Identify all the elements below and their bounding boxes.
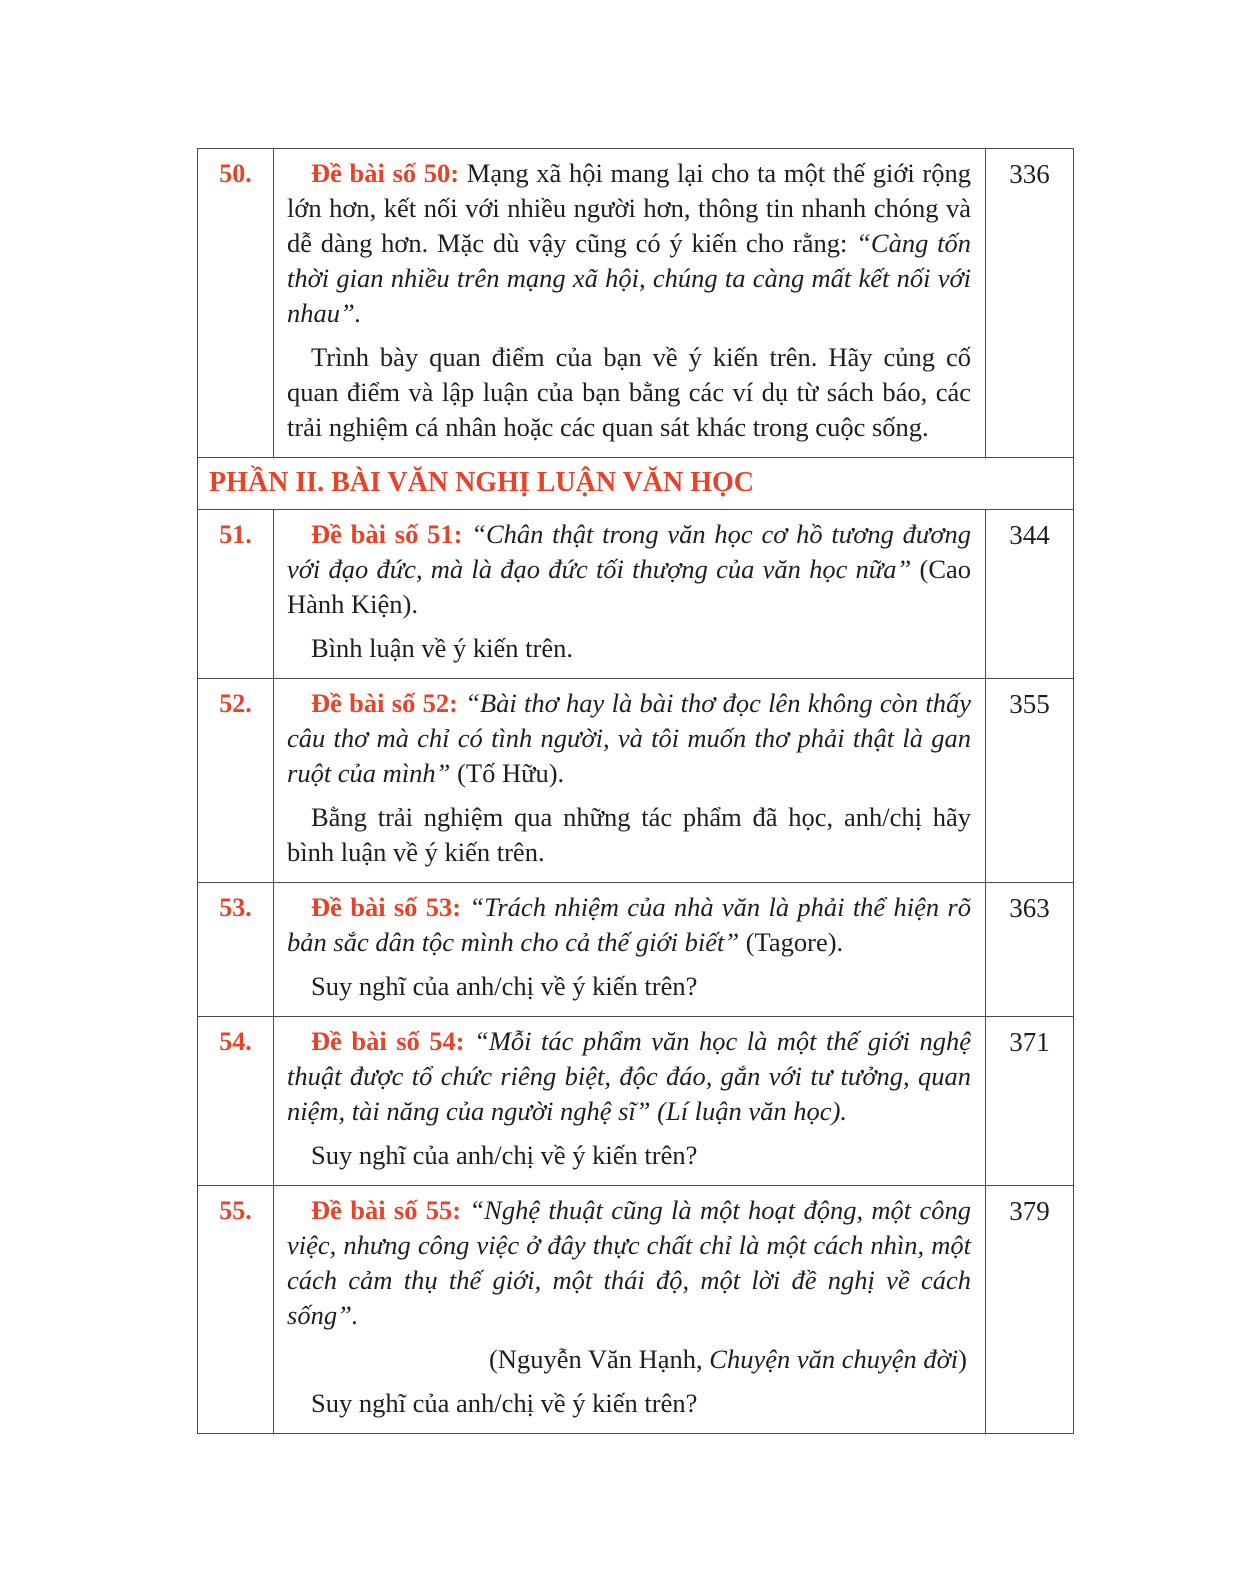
paragraph bbox=[287, 517, 971, 622]
item-number: 52. bbox=[198, 679, 274, 883]
paragraph bbox=[287, 1024, 971, 1129]
item-number: 54. bbox=[198, 1017, 274, 1186]
text-segment: ) bbox=[958, 1344, 967, 1374]
toc-table bbox=[197, 148, 1074, 1434]
page-number: 336 bbox=[986, 149, 1074, 458]
table-row bbox=[198, 1017, 1074, 1186]
page-number: 379 bbox=[986, 1186, 1074, 1434]
text-segment: Suy nghĩ của anh/chị về ý kiến trên? bbox=[311, 1140, 698, 1170]
toc-rows bbox=[198, 149, 1074, 1434]
text-segment: “Mỗi tác phẩm văn học là một thế giới nghệ thuật được tổ chức riêng biệt, độc đáo, gắn với tư tưởng, quan niệm, tài năng của người nghệ sĩ” (Lí luận văn học). bbox=[287, 1026, 972, 1126]
text-segment: (Tố Hữu). bbox=[450, 758, 565, 788]
item-number: 50. bbox=[198, 149, 274, 458]
table-row bbox=[198, 883, 1074, 1017]
section-header-row bbox=[198, 458, 1074, 510]
table-row bbox=[198, 149, 1074, 458]
paragraph bbox=[287, 686, 971, 791]
text-segment: Suy nghĩ của anh/chị về ý kiến trên? bbox=[311, 1388, 698, 1418]
paragraph bbox=[287, 969, 971, 1004]
item-content-cell bbox=[274, 1017, 986, 1186]
item-content-cell bbox=[274, 679, 986, 883]
item-number: 53. bbox=[198, 883, 274, 1017]
text-segment: (Tagore). bbox=[739, 927, 844, 957]
text-segment: (Nguyễn Văn Hạnh, bbox=[488, 1344, 710, 1374]
text-segment: “Càng tốn thời gian nhiều trên mạng xã hội, chúng ta càng mất kết nối với nhau”. bbox=[287, 228, 971, 328]
item-label: Đề bài số 51: bbox=[311, 519, 463, 549]
page-number: 363 bbox=[986, 883, 1074, 1017]
text-segment: Chuyện văn chuyện đời bbox=[709, 1344, 959, 1374]
paragraph bbox=[287, 631, 971, 666]
item-label: Đề bài số 55: bbox=[311, 1195, 462, 1225]
text-segment: Bằng trải nghiệm qua những tác phẩm đã học, anh/chị hãy bình luận về ý kiến trên. bbox=[287, 802, 971, 867]
paragraph bbox=[287, 800, 971, 870]
item-content-cell bbox=[274, 510, 986, 679]
paragraph bbox=[287, 340, 971, 445]
table-row bbox=[198, 510, 1074, 679]
section-title: PHẦN II. BÀI VĂN NGHỊ LUẬN VĂN HỌC bbox=[198, 458, 1074, 510]
text-segment: Bình luận về ý kiến trên. bbox=[311, 633, 573, 663]
text-segment: “Nghệ thuật cũng là một hoạt động, một công việc, nhưng công việc ở đây thực chất chỉ là một cách nhìn, một cách cảm thụ thế giới, một thái độ, một lời đề nghị về cách sống”. bbox=[287, 1195, 972, 1330]
page-number: 355 bbox=[986, 679, 1074, 883]
item-label: Đề bài số 52: bbox=[311, 688, 458, 718]
table-row bbox=[198, 679, 1074, 883]
paragraph bbox=[287, 890, 971, 960]
text-segment: “Trách nhiệm của nhà văn là phải thể hiện rõ bản sắc dân tộc mình cho cả thế giới biết” bbox=[287, 892, 971, 957]
item-label: Đề bài số 54: bbox=[311, 1026, 465, 1056]
item-number: 55. bbox=[198, 1186, 274, 1434]
page-number: 371 bbox=[986, 1017, 1074, 1186]
text-segment: (Cao Hành Kiện). bbox=[287, 554, 972, 619]
paragraph bbox=[287, 1386, 971, 1421]
table-row bbox=[198, 1186, 1074, 1434]
item-label: Đề bài số 53: bbox=[311, 892, 462, 922]
item-label: Đề bài số 50: bbox=[311, 158, 460, 188]
paragraph bbox=[287, 156, 971, 331]
text-segment: Suy nghĩ của anh/chị về ý kiến trên? bbox=[311, 971, 698, 1001]
text-segment: “Chân thật trong văn học cơ hồ tương đương với đạo đức, mà là đạo đức tối thượng của văn học nữa” bbox=[287, 519, 971, 584]
paragraph bbox=[287, 1138, 971, 1173]
text-segment: Mạng xã hội mang lại cho ta một thế giới rộng lớn hơn, kết nối với nhiều người hơn, thông tin nhanh chóng và dễ dàng hơn. Mặc dù vậy cũng có ý kiến cho rằng: bbox=[287, 158, 971, 258]
attribution-paragraph bbox=[287, 1342, 971, 1377]
item-number: 51. bbox=[198, 510, 274, 679]
text-segment: Trình bày quan điểm của bạn về ý kiến trên. Hãy củng cố quan điểm và lập luận của bạn bằng các ví dụ từ sách báo, các trải nghiệm cá nhân hoặc các quan sát khác trong cuộc sống. bbox=[287, 342, 971, 442]
item-content-cell bbox=[274, 1186, 986, 1434]
paragraph bbox=[287, 1193, 971, 1333]
text-segment: “Bài thơ hay là bài thơ đọc lên không còn thấy câu thơ mà chỉ có tình người, và tôi muốn thơ phải thật là gan ruột của mình” bbox=[287, 688, 971, 788]
page-number: 344 bbox=[986, 510, 1074, 679]
item-content-cell bbox=[274, 883, 986, 1017]
item-content-cell bbox=[274, 149, 986, 458]
